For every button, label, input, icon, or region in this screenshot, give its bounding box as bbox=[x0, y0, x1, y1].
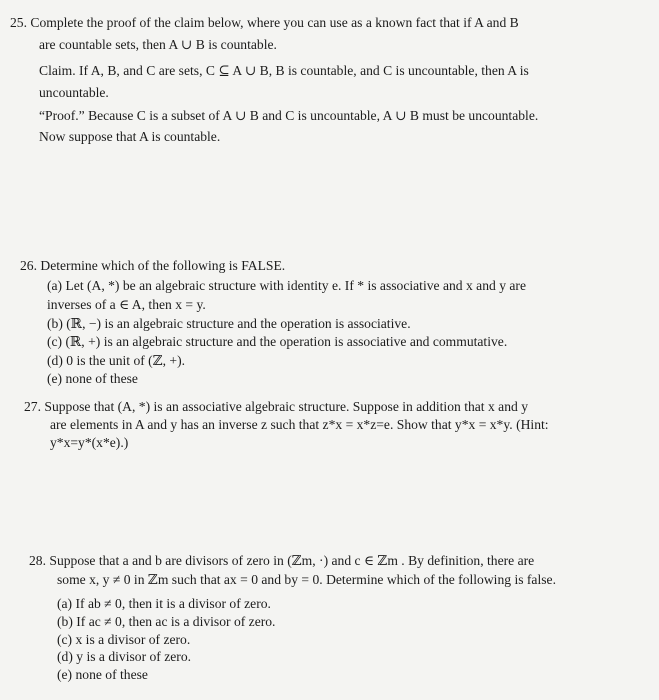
q25-claim-line-2: uncountable. bbox=[39, 85, 109, 100]
q25-line-1: 25. Complete the proof of the claim below, where you can use as a known fact that if A and B bbox=[10, 15, 519, 30]
q27-line-3: y*x=y*(x*e).) bbox=[50, 435, 129, 450]
q26-option-a-line-2: inverses of a ∈ A, then x = y. bbox=[47, 297, 206, 312]
q26-option-a-line-1: (a) Let (A, *) be an algebraic structure with identity e. If * is associative and x and y are bbox=[47, 278, 526, 293]
q26-option-e: (e) none of these bbox=[47, 371, 138, 386]
q26-title: 26. Determine which of the following is FALSE. bbox=[20, 258, 286, 273]
q25-claim-line-1: Claim. If A, B, and C are sets, C ⊆ A ∪ B, B is countable, and C is uncountable, then A is bbox=[39, 63, 529, 78]
q25-proof-line-1: “Proof.” Because C is a subset of A ∪ B and C is uncountable, A ∪ B must be uncountable. bbox=[39, 108, 539, 123]
q26-option-d: (d) 0 is the unit of (ℤ, +). bbox=[47, 353, 186, 368]
q28-option-a: (a) If ab ≠ 0, then it is a divisor of zero. bbox=[57, 596, 271, 611]
q28-line-1: 28. Suppose that a and b are divisors of zero in (ℤm, ·) and c ∈ ℤm . By definition, there are bbox=[29, 553, 535, 568]
q27-line-1: 27. Suppose that (A, *) is an associative algebraic structure. Suppose in addition that x and y bbox=[24, 399, 528, 414]
q25-line-2: are countable sets, then A ∪ B is countable. bbox=[39, 37, 277, 52]
q28-option-e: (e) none of these bbox=[57, 667, 148, 682]
q26-option-c: (c) (ℝ, +) is an algebraic structure and the operation is associative and commutative. bbox=[47, 334, 508, 349]
q25-proof-line-2: Now suppose that A is countable. bbox=[39, 129, 221, 144]
q28-option-d: (d) y is a divisor of zero. bbox=[57, 649, 192, 664]
q27-line-2: are elements in A and y has an inverse z such that z*x = x*z=e. Show that y*x = x*y. (Hint: bbox=[50, 417, 549, 432]
q28-option-c: (c) x is a divisor of zero. bbox=[57, 632, 191, 647]
q28-option-b: (b) If ac ≠ 0, then ac is a divisor of zero. bbox=[57, 614, 276, 629]
q26-option-b: (b) (ℝ, −) is an algebraic structure and the operation is associative. bbox=[47, 316, 411, 331]
q28-line-2: some x, y ≠ 0 in ℤm such that ax = 0 and by = 0. Determine which of the following is false. bbox=[57, 572, 556, 587]
